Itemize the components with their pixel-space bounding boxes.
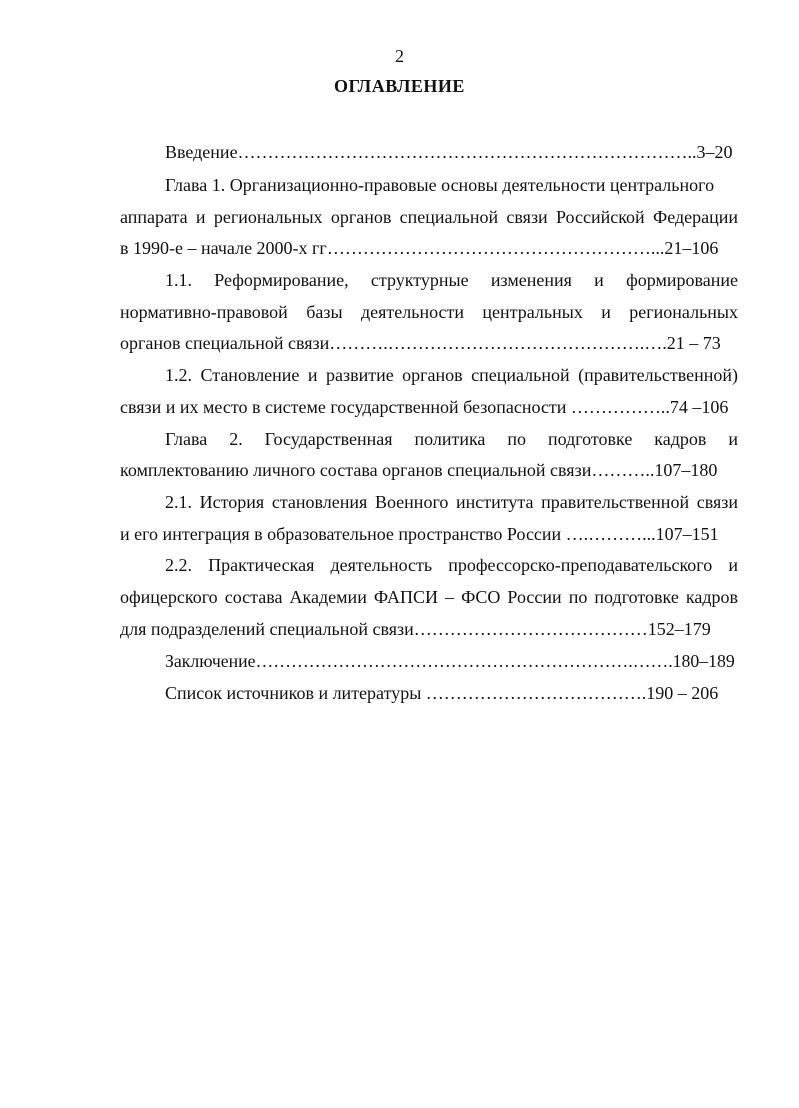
toc-line: 1.1. Реформирование, структурные изменения и формирование [165,270,738,290]
toc-line: связи и их место в системе государственной безопасности ……………..74 –106 [120,397,729,417]
toc-entry-conclusion: Заключение……………………………………………………….…….180–189 [165,651,735,671]
toc-line: органов специальной связи……….…………………………………….….21 – 73 [120,333,721,353]
toc-line: Глава 2. Государственная политика по подготовке кадров и [165,429,738,449]
toc-line: офицерского состава Академии ФАПСИ – ФСО России по подготовке кадров [120,587,738,607]
toc-line: 2.2. Практическая деятельность профессорско-преподавательского и [165,555,738,575]
toc-entry-sources: Список источников и литературы ……………………………….190 – 206 [165,683,719,703]
page-title: ОГЛАВЛЕНИЕ [334,76,465,96]
toc-line: и его интеграция в образовательное пространство России ….………...107–151 [120,524,719,544]
toc-line: комплектованию личного состава органов специальной связи………..107–180 [120,460,718,480]
toc-line: 2.1. История становления Военного института правительственной связи [165,492,738,512]
toc-entry-introduction: Введение…………………………………………………………………..3–20 [165,142,733,162]
toc-line: 1.2. Становление и развитие органов специальной (правительственной) [165,365,738,385]
toc-line: аппарата и региональных органов специальной связи Российской Федерации [120,207,738,227]
toc-line: в 1990-е – начале 2000-х гг………………………………………………...21–106 [120,238,719,258]
toc-line: для подразделений специальной связи…………………………………152–179 [120,619,711,639]
toc-line: нормативно-правовой базы деятельности центральных и региональных [120,302,738,322]
page-number: 2 [395,46,404,66]
toc-line: Глава 1. Организационно-правовые основы деятельности центрального [165,175,715,195]
